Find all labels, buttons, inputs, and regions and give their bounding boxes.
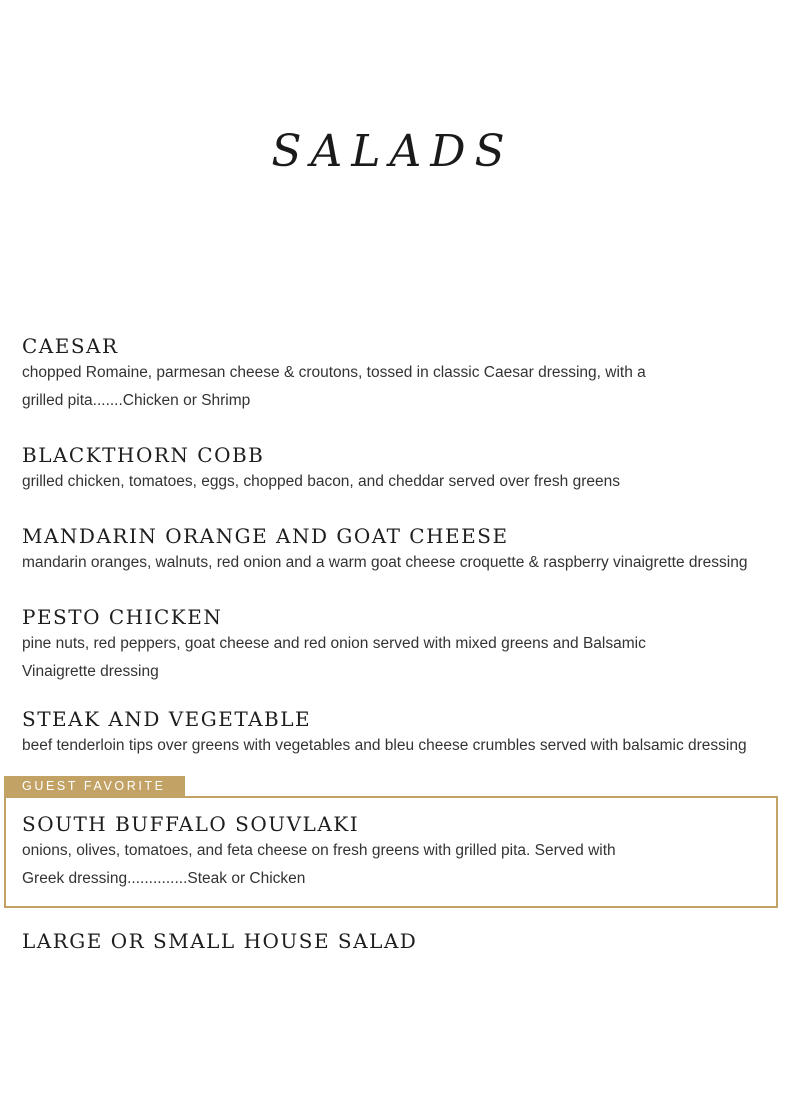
- item-description: pine nuts, red peppers, goat cheese and red onion served with mixed greens and Balsamic Vinaigrette dressing: [22, 635, 646, 680]
- menu-item-caesar: [22, 333, 762, 414]
- item-name: SOUTH BUFFALO SOUVLAKI: [22, 812, 360, 836]
- guest-favorite-badge: GUEST FAVORITE: [4, 776, 185, 797]
- item-name: MANDARIN ORANGE AND GOAT CHEESE: [22, 524, 509, 548]
- item-name: PESTO CHICKEN: [22, 605, 223, 629]
- page-title: SALADS: [271, 126, 514, 177]
- menu-item-pesto-chicken: [22, 604, 762, 685]
- menu-item-mandarin-orange-goat-cheese: [22, 523, 762, 577]
- menu-item-south-buffalo-souvlaki: [22, 811, 762, 892]
- item-name: LARGE OR SMALL HOUSE SALAD: [22, 929, 418, 953]
- item-description: chopped Romaine, parmesan cheese & croutons, tossed in classic Caesar dressing, with a grilled pita.......Chicken or Shrimp: [22, 364, 646, 409]
- item-description: onions, olives, tomatoes, and feta cheese on fresh greens with grilled pita. Served with Greek dressing..............Steak or Chicken: [22, 842, 616, 887]
- menu-item-blackthorn-cobb: [22, 442, 762, 496]
- item-description: grilled chicken, tomatoes, eggs, chopped bacon, and cheddar served over fresh greens: [22, 473, 620, 490]
- item-description: beef tenderloin tips over greens with vegetables and bleu cheese crumbles served with balsamic dressing: [22, 737, 747, 754]
- item-name: STEAK AND VEGETABLE: [22, 707, 312, 731]
- menu-item-steak-and-vegetable: [22, 706, 762, 760]
- item-name: CAESAR: [22, 334, 119, 358]
- item-description: mandarin oranges, walnuts, red onion and a warm goat cheese croquette & raspberry vinaigrette dressing: [22, 554, 748, 571]
- item-name: BLACKTHORN COBB: [22, 443, 265, 467]
- menu-item-house-salad: [22, 928, 762, 954]
